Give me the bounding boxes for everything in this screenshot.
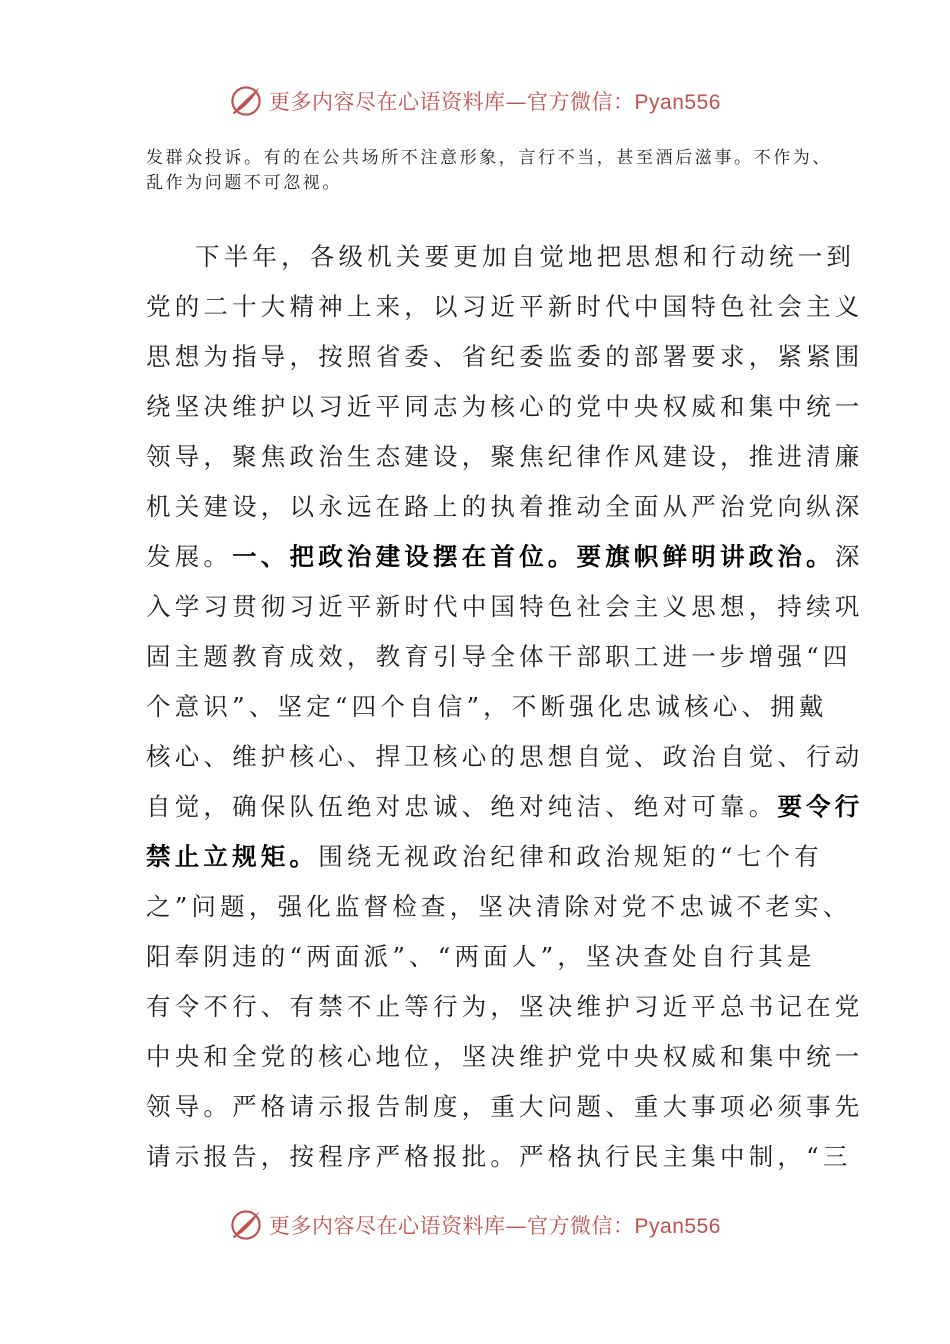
text-line: 下半年，各级机关要更加自觉地把思想和行动统一到 (195, 242, 856, 271)
carryover-line: 发群众投诉。有的在公共场所不注意形象，言行不当，甚至酒后滋事。不作为、 (146, 148, 832, 168)
text-line: 之”问题，强化监督检查，坚决清除对党不忠诚不老实、 (146, 892, 852, 921)
text-line: 个意识”、坚定“四个自信”，不断强化忠诚核心、拥戴 (146, 692, 828, 721)
quill-logo-icon (229, 1208, 263, 1242)
text-line: 有令不行、有禁不止等行为，坚决维护习近平总书记在党 (146, 992, 864, 1021)
carryover-paragraph (146, 146, 846, 196)
text-line: 请示报告，按程序严格报批。严格执行民主集中制，“三 (146, 1142, 852, 1171)
section-heading: 一、把政治建设摆在首位。要旗帜鲜明讲政治。 (232, 542, 835, 571)
text-line: 禁止立规矩。围绕无视政治纪律和政治规矩的“七个有 (146, 842, 823, 871)
text-line: 党的二十大精神上来，以习近平新时代中国特色社会主义 (146, 292, 864, 321)
text-line: 领导。严格请示报告制度，重大问题、重大事项必须事先 (146, 1092, 864, 1121)
bold-lead: 要令行 (777, 792, 864, 821)
main-paragraph (146, 232, 864, 1182)
bold-lead: 禁止立规矩。 (146, 842, 319, 871)
text-line: 绕坚决维护以习近平同志为核心的党中央权威和集中统一 (146, 392, 864, 421)
text-line: 固主题教育成效，教育引导全体干部职工进一步增强“四 (146, 642, 852, 671)
footer-wechat-id: Pyan556 (634, 1215, 721, 1238)
text-line: 发展。一、把政治建设摆在首位。要旗帜鲜明讲政治。深 (146, 542, 864, 571)
footer-banner (0, 1208, 950, 1242)
carryover-line: 乱作为问题不可忽视。 (146, 173, 342, 193)
text-line: 中央和全党的核心地位，坚决维护党中央权威和集中统一 (146, 1042, 864, 1071)
quill-logo-icon (229, 84, 263, 118)
text-line: 阳奉阴违的“两面派”、“两面人”，坚决查处自行其是 (146, 942, 816, 971)
text-line: 领导，聚焦政治生态建设，聚焦纪律作风建设，推进清廉 (146, 442, 864, 471)
text-line: 自觉，确保队伍绝对忠诚、绝对纯洁、绝对可靠。要令行 (146, 792, 864, 821)
header-banner (0, 84, 950, 118)
footer-banner-text: 更多内容尽在心语资料库—官方微信：Pyan556 (269, 1214, 721, 1238)
text-line: 入学习贯彻习近平新时代中国特色社会主义思想，持续巩 (146, 592, 864, 621)
header-wechat-id: Pyan556 (634, 91, 721, 114)
header-banner-text: 更多内容尽在心语资料库—官方微信：Pyan556 (269, 90, 721, 114)
text-line: 机关建设，以永远在路上的执着推动全面从严治党向纵深 (146, 492, 864, 521)
text-line: 思想为指导，按照省委、省纪委监委的部署要求，紧紧围 (146, 342, 864, 371)
text-line: 核心、维护核心、捍卫核心的思想自觉、政治自觉、行动 (146, 742, 864, 771)
